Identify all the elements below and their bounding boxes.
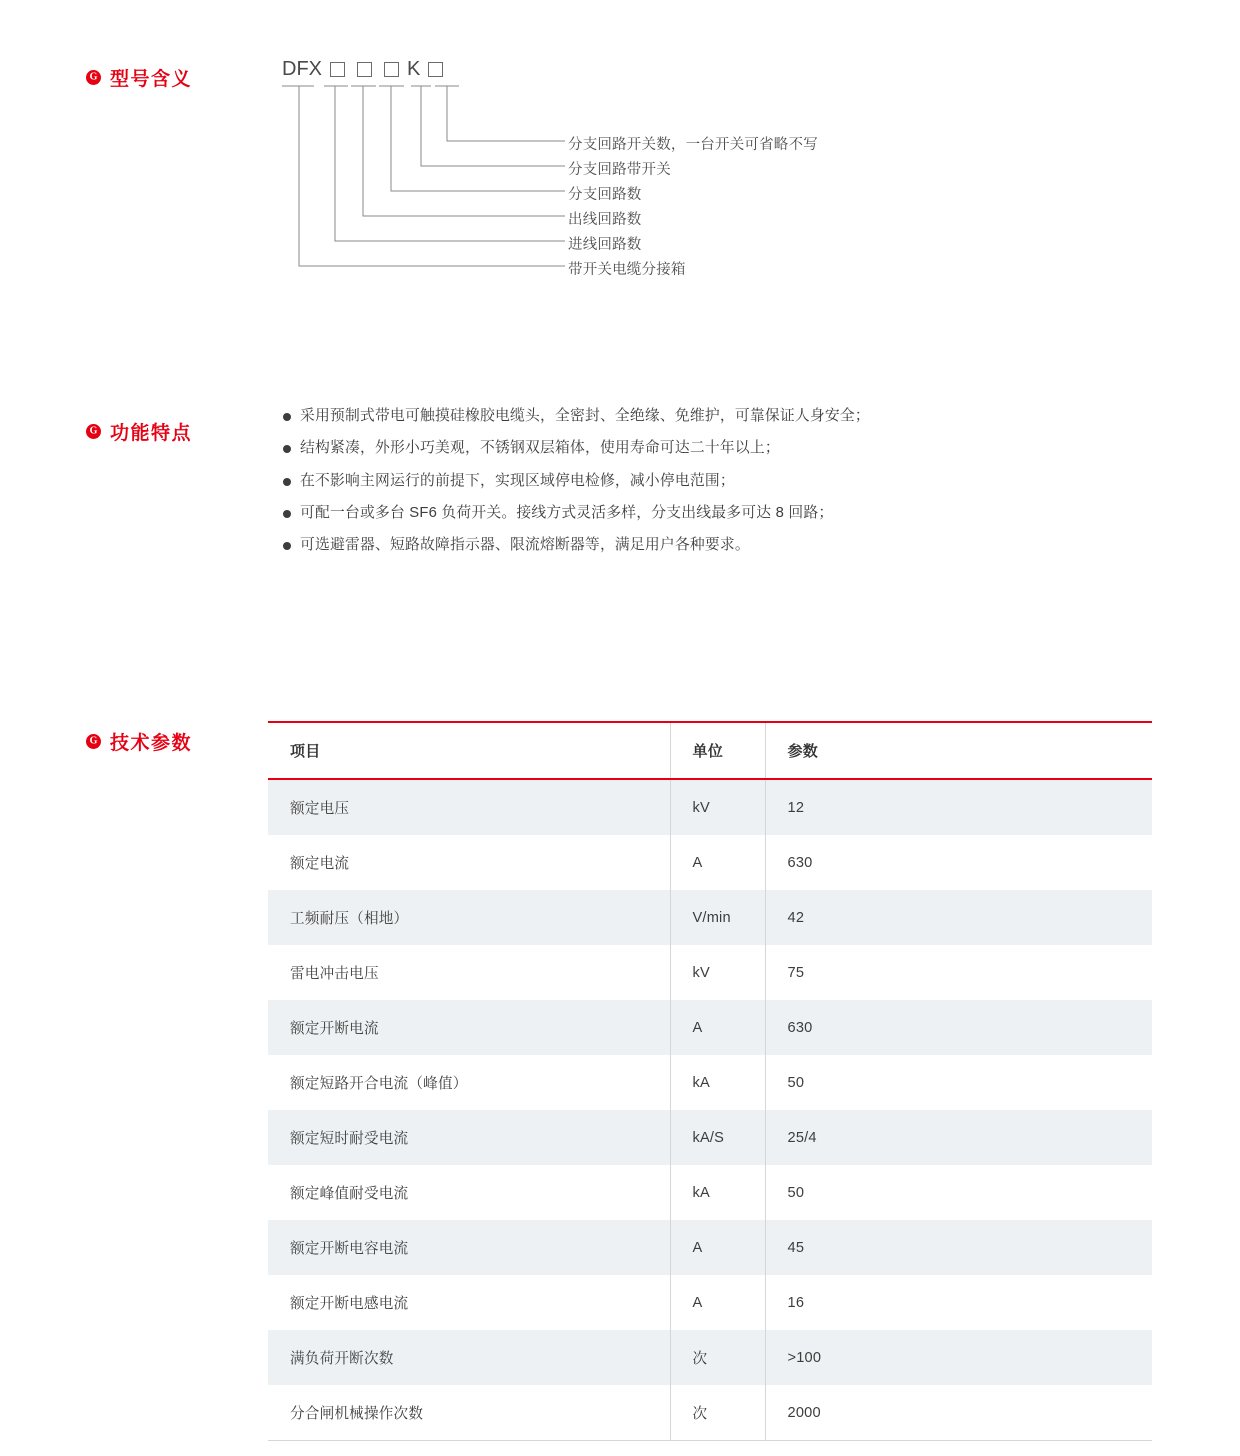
feature-item bbox=[283, 538, 1163, 553]
column-header-item: 项目 bbox=[268, 722, 670, 779]
section-heading-model bbox=[86, 64, 192, 91]
cell-unit: kA bbox=[670, 1165, 765, 1220]
red-circle-g-icon: G bbox=[86, 734, 101, 749]
cell-item: 额定开断电感电流 bbox=[268, 1275, 670, 1330]
table-row bbox=[268, 1165, 1152, 1220]
cell-value: 16 bbox=[765, 1275, 1152, 1330]
leader-lines bbox=[268, 58, 1168, 283]
bullet-icon bbox=[283, 542, 291, 550]
cell-item: 额定短路开合电流（峰值） bbox=[268, 1055, 670, 1110]
model-code-diagram bbox=[268, 58, 1168, 283]
section-title-model: 型号含义 bbox=[110, 69, 193, 90]
model-label-5: 带开关电缆分接箱 bbox=[568, 262, 686, 278]
bullet-icon bbox=[283, 413, 291, 421]
section-heading-features bbox=[86, 418, 192, 445]
table-row bbox=[268, 1330, 1152, 1385]
cell-value: 50 bbox=[765, 1055, 1152, 1110]
table-row bbox=[268, 945, 1152, 1000]
parameters-table-body bbox=[268, 779, 1152, 1441]
cell-value: 630 bbox=[765, 835, 1152, 890]
feature-item bbox=[283, 506, 1163, 521]
bullet-icon bbox=[283, 510, 291, 518]
table-row bbox=[268, 835, 1152, 890]
model-label-0: 分支回路开关数，一台开关可省略不写 bbox=[568, 137, 818, 153]
cell-unit: 次 bbox=[670, 1385, 765, 1441]
table-row bbox=[268, 890, 1152, 945]
model-label-4: 进线回路数 bbox=[568, 237, 642, 253]
cell-item: 满负荷开断次数 bbox=[268, 1330, 670, 1385]
cell-value: 45 bbox=[765, 1220, 1152, 1275]
model-label-3: 出线回路数 bbox=[568, 212, 642, 228]
feature-text: 结构紧凑，外形小巧美观，不锈钢双层箱体，使用寿命可达二十年以上； bbox=[300, 440, 780, 457]
cell-item: 额定电压 bbox=[268, 779, 670, 835]
cell-value: 42 bbox=[765, 890, 1152, 945]
cell-item: 额定开断电流 bbox=[268, 1000, 670, 1055]
feature-text: 采用预制式带电可触摸硅橡胶电缆头，全密封、全绝缘、免维护，可靠保证人身安全； bbox=[300, 408, 870, 424]
feature-item bbox=[283, 441, 1163, 456]
model-label-1: 分支回路带开关 bbox=[568, 162, 671, 178]
cell-value: 50 bbox=[765, 1165, 1152, 1220]
model-code-k: K bbox=[407, 58, 421, 80]
cell-value: 25/4 bbox=[765, 1110, 1152, 1165]
cell-unit: A bbox=[670, 1000, 765, 1055]
parameters-table bbox=[268, 721, 1152, 1441]
section-title-features: 功能特点 bbox=[110, 423, 193, 444]
table-row bbox=[268, 1000, 1152, 1055]
cell-unit: kA/S bbox=[670, 1110, 765, 1165]
table-row bbox=[268, 1275, 1152, 1330]
section-title-params: 技术参数 bbox=[110, 733, 193, 754]
red-circle-g-icon: G bbox=[86, 424, 101, 439]
feature-text: 可选避雷器、短路故障指示器、限流熔断器等，满足用户各种要求。 bbox=[300, 537, 750, 554]
feature-item bbox=[283, 474, 1163, 489]
cell-value: 2000 bbox=[765, 1385, 1152, 1441]
feature-text: 可配一台或多台 SF6 负荷开关。接线方式灵活多样，分支出线最多可达 8 回路； bbox=[300, 504, 834, 521]
cell-item: 工频耐压（相地） bbox=[268, 890, 670, 945]
cell-unit: A bbox=[670, 1275, 765, 1330]
cell-unit: kV bbox=[670, 945, 765, 1000]
cell-value: 630 bbox=[765, 1000, 1152, 1055]
cell-unit: 次 bbox=[670, 1330, 765, 1385]
cell-unit: kV bbox=[670, 779, 765, 835]
table-row bbox=[268, 1110, 1152, 1165]
table-row bbox=[268, 1385, 1152, 1441]
bullet-icon bbox=[283, 478, 291, 486]
feature-item bbox=[283, 409, 1163, 424]
parameters-table-wrapper bbox=[268, 721, 1152, 1441]
section-heading-params bbox=[86, 728, 192, 755]
cell-value: >100 bbox=[765, 1330, 1152, 1385]
model-label-2: 分支回路数 bbox=[568, 187, 642, 203]
cell-item: 额定电流 bbox=[268, 835, 670, 890]
cell-unit: kA bbox=[670, 1055, 765, 1110]
cell-item: 额定峰值耐受电流 bbox=[268, 1165, 670, 1220]
table-header-row bbox=[268, 722, 1152, 779]
feature-list bbox=[283, 409, 1163, 570]
red-circle-g-icon: G bbox=[86, 70, 101, 85]
cell-unit: A bbox=[670, 1220, 765, 1275]
table-row bbox=[268, 1055, 1152, 1110]
table-row bbox=[268, 779, 1152, 835]
column-header-unit: 单位 bbox=[670, 722, 765, 779]
cell-value: 75 bbox=[765, 945, 1152, 1000]
cell-item: 分合闸机械操作次数 bbox=[268, 1385, 670, 1441]
cell-unit: V/min bbox=[670, 890, 765, 945]
cell-item: 额定开断电容电流 bbox=[268, 1220, 670, 1275]
table-row bbox=[268, 1220, 1152, 1275]
cell-value: 12 bbox=[765, 779, 1152, 835]
cell-item: 额定短时耐受电流 bbox=[268, 1110, 670, 1165]
cell-item: 雷电冲击电压 bbox=[268, 945, 670, 1000]
feature-text: 在不影响主网运行的前提下，实现区域停电检修，减小停电范围； bbox=[300, 472, 735, 489]
column-header-value: 参数 bbox=[765, 722, 1152, 779]
model-code-prefix: DFX bbox=[282, 58, 322, 80]
bullet-icon bbox=[283, 445, 291, 453]
cell-unit: A bbox=[670, 835, 765, 890]
